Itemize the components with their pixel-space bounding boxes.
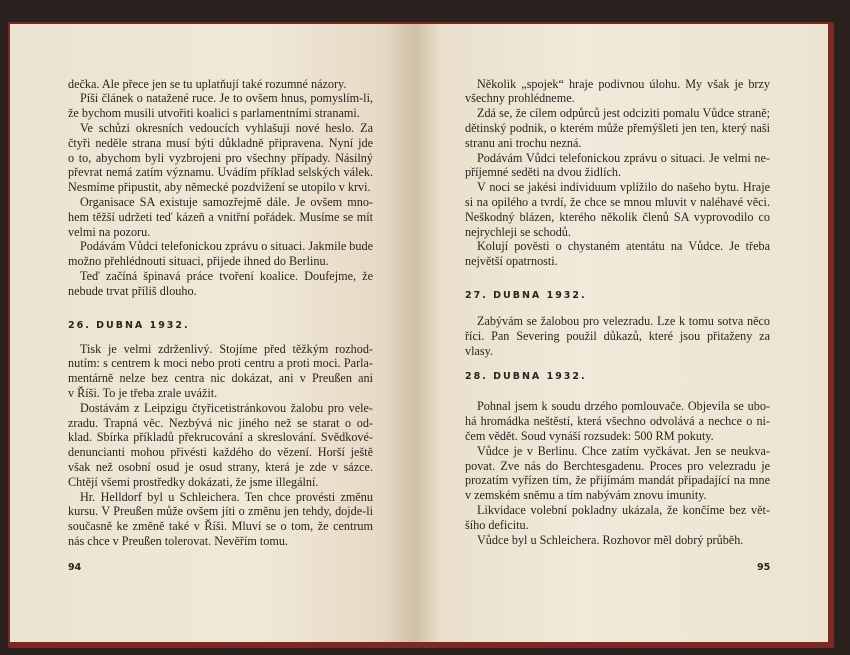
text-line: Zabývám se žalobou pro velezradu. Lze k tomu sotva něco <box>477 313 770 328</box>
text-line: nás chce v Preußen tolerovat. Nevěřím tomu. <box>68 533 288 548</box>
left-page <box>10 24 415 642</box>
text-line: povat. Zve nás do Berchtesgadenu. Proces pro velezradu je <box>465 458 770 473</box>
text-line: možno přehlédnouti situaci, přijede ihned do Berlinu. <box>68 254 329 269</box>
text-line: Nesmíme připustit, aby německé pozdvižení se utopilo v krvi. <box>68 180 371 195</box>
left-page-text <box>68 77 373 549</box>
text-line: Likvidace volební pokladny ukázala, že končíme bez vět- <box>477 502 770 517</box>
text-line: Chtějí všemi prostředky dokázati, že jsme illegální. <box>68 474 319 489</box>
text-line: čtyři neděle strana musí býti důkladně připravena. Nyní jde <box>68 135 373 150</box>
text-line: nutím: s centrem k moci nebo proti centru a proti moci. Parla- <box>68 356 373 371</box>
text-line: Organisace SA existuje samozřejmě dále. Je ovšem mno- <box>80 194 373 209</box>
page-number-right: 95 <box>757 562 771 573</box>
text-line: Dostávám z Leipzigu čtyřicetistránkovou žalobu pro vele- <box>80 400 373 415</box>
paragraph <box>465 106 770 150</box>
text-line: Neškodný blázen, kterého několik členů SA vyprovodilo co <box>465 209 770 224</box>
text-line: šího deficitu. <box>465 517 529 532</box>
text-line: klad. Sbírka příkladů překrucování a skreslování. Svědkové- <box>68 430 373 445</box>
text-line: dečka. Ale přece jen se tu uplatňují také rozumné názory. <box>68 76 347 91</box>
paragraph <box>68 195 373 239</box>
text-line: v Říši. To je třeba zrale uvážit. <box>68 385 218 400</box>
paragraph <box>465 239 770 269</box>
text-line: kursu. V Preußen může ovšem jíti o změnu jen tehdy, dojde-li <box>68 504 373 519</box>
text-line: Kolují pověsti o chystaném atentátu na Vůdce. Je třeba <box>477 239 770 254</box>
text-line: Ve schůzi okresních vedoucích vyhlašuji nové heslo. Za <box>80 120 373 135</box>
text-line: prozatím vyřízen tím, že přijímám mandát připadající na mne <box>465 473 770 488</box>
text-line: Zdá se, že cílem odpůrců jest odciziti pomalu Vůdce straně; <box>477 106 770 121</box>
paragraph <box>68 269 373 299</box>
paragraph <box>465 151 770 181</box>
text-line: říci. Pan Severing použil důkazů, které jsou přitaženy za <box>465 328 770 343</box>
right-page <box>415 24 828 642</box>
paragraph <box>465 503 770 533</box>
text-line: há hromádka neštěstí, která všechno odvolává a nechce o ni- <box>465 414 770 429</box>
diary-date-heading: 28. DUBNA 1932. <box>465 371 587 383</box>
text-line: hem těžší udržeti teď kázeň a vnitřní pořádek. Musíme se mít <box>68 209 373 224</box>
text-line: Podávám Vůdci telefonickou zprávu o situaci. Je velmi ne- <box>477 150 770 165</box>
text-line: příjemné seděti na dvou židlích. <box>465 165 622 180</box>
paragraph <box>68 77 373 92</box>
text-line: Vůdce je v Berlinu. Chce zatím vyčkávat. Jen se neukva- <box>477 443 770 458</box>
text-line: o to, abychom byli vyzbrojeni pro všechny případy. Násilný <box>68 150 373 165</box>
text-line: dětinský podnik, o kterém může přemýšleti jen ten, který naši <box>465 120 770 135</box>
paragraph <box>68 121 373 195</box>
paragraph <box>68 490 373 549</box>
paragraph <box>68 239 373 269</box>
paragraph <box>465 533 770 548</box>
paragraph <box>68 342 373 401</box>
right-page-text <box>465 77 770 548</box>
paragraph <box>465 399 770 443</box>
text-line: současně ke změně také v Říši. Mluví se o tom, že centrum <box>68 519 373 534</box>
paragraph <box>465 444 770 503</box>
text-line: že bychom musili utvořiti koalici s parlamentními stranami. <box>68 106 360 121</box>
text-line: nebude trvat příliš dlouho. <box>68 283 197 298</box>
paragraph <box>68 91 373 121</box>
text-line: stranu ani trochu nezná. <box>465 135 582 150</box>
paragraph <box>68 401 373 490</box>
text-line: zradu. Trapná věc. Nezbývá nic jiného než se starat o od- <box>68 415 373 430</box>
text-line: velmi na pozoru. <box>68 224 151 239</box>
page-number-left: 94 <box>68 562 82 573</box>
text-line: si na opilého a tvrdí, že chce se mnou mluvit v naléhavé věci. <box>465 194 770 209</box>
text-line: V noci se jakési individuum vplížilo do našeho bytu. Hraje <box>477 180 770 195</box>
text-line: převrat nemá zatím významu. Uvádím příklad selských válek. <box>68 165 373 180</box>
paragraph <box>465 314 770 358</box>
text-line: Hr. Helldorf byl u Schleichera. Ten chce provésti změnu <box>80 489 373 504</box>
text-line: mentárně nelze bez centra nic dokázat, ani v Preußen ani <box>68 371 373 386</box>
text-line: všechny prohlédneme. <box>465 91 575 106</box>
text-line: Tisk je velmi zdrženlivý. Stojíme před těžkým rozhod- <box>80 341 373 356</box>
text-line: Několik „spojek“ hraje podivnou úlohu. My však je brzy <box>477 76 770 91</box>
diary-date-heading: 27. DUBNA 1932. <box>465 289 587 301</box>
text-line: denuncianti mohou přivésti každého do vězení. Horší ještě <box>68 445 373 460</box>
paragraph <box>465 77 770 107</box>
text-line: v zemském sněmu a tím nabývám znovu imunity. <box>465 488 707 503</box>
text-line: Píši článek o natažené ruce. Je to ovšem hnus, pomyslím-li, <box>80 91 373 106</box>
text-line: Vůdce byl u Schleichera. Rozhovor měl dobrý průběh. <box>477 532 744 547</box>
open-book <box>8 22 834 648</box>
text-line: však než osobní osud je osud strany, která je zde v sázce. <box>68 459 373 474</box>
text-line: Podávám Vůdci telefonickou zprávu o situaci. Jakmile bude <box>80 239 373 254</box>
diary-date-heading: 26. DUBNA 1932. <box>68 319 190 331</box>
text-line: největší opatrnosti. <box>465 254 558 269</box>
text-line: Pohnal jsem k soudu drzého pomlouvače. Objevila se ubo- <box>477 399 770 414</box>
paragraph <box>465 180 770 239</box>
text-line: Teď začíná špinavá práce tvoření koalice. Doufejme, že <box>80 268 373 283</box>
text-line: nejrychleji se schodů. <box>465 224 571 239</box>
text-line: vlasy. <box>465 343 493 358</box>
text-line: čem vědět. Soud vynáší rozsudek: 500 RM pokuty. <box>465 428 714 443</box>
